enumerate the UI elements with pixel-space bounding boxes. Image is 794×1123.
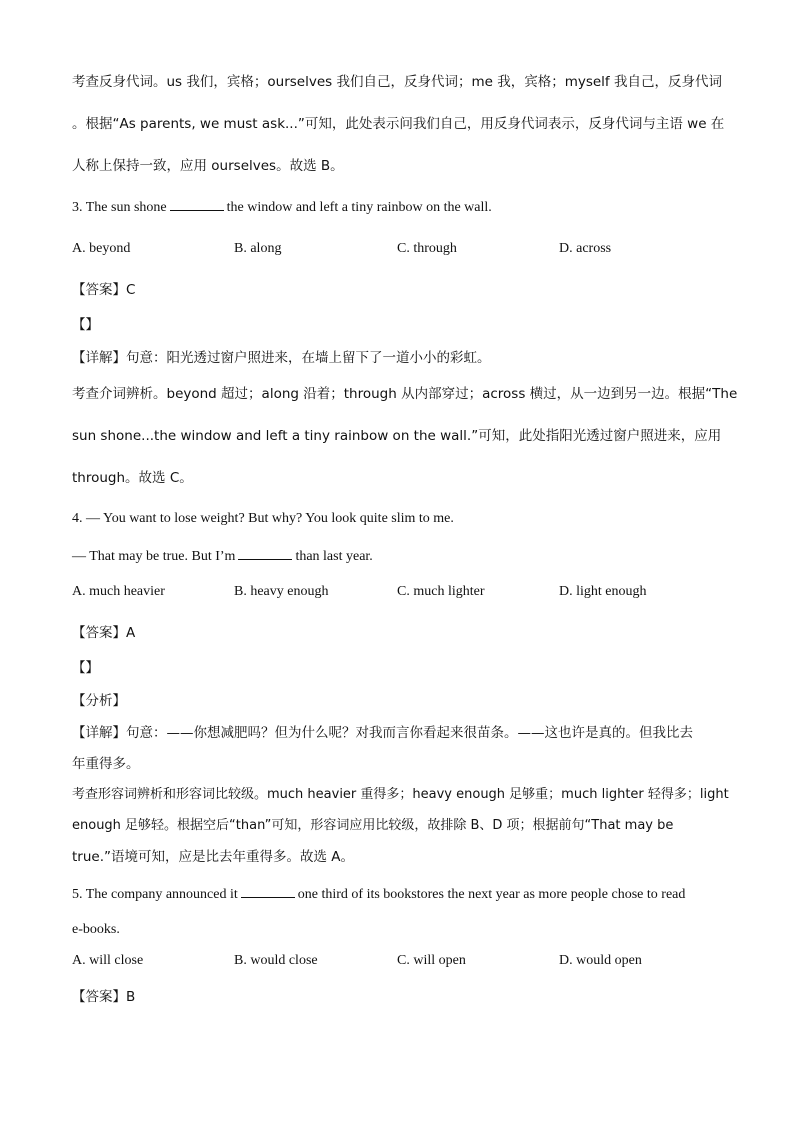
q4-explain-line-2: enough 足够轻。根据空后“than”可知，形容词应用比较级，故排除 B、D 项；根据前句“That may be — [72, 818, 674, 833]
q4-option-a: A. much heavier — [72, 584, 165, 599]
q4-option-b: B. heavy enough — [234, 584, 329, 599]
q3-option-c: C. through — [397, 241, 457, 256]
q4-analysis: 【分析】 — [72, 693, 126, 709]
q3-detail: 【详解】句意：阳光透过窗户照进来，在墙上留下了一道小小的彩虹。 — [72, 350, 491, 366]
q3-option-b: B. along — [234, 241, 282, 256]
q5-option-d: D. would open — [559, 953, 642, 968]
q3-stem-end: the window and left a tiny rainbow on the wall. — [226, 200, 492, 215]
q5-stem-line-2: e-books. — [72, 922, 120, 937]
q5-stem-end: one third of its bookstores the next year as more people chose to read — [297, 887, 686, 902]
q5-stem-start: 5. The company announced it — [72, 887, 238, 902]
q3-explain-line-2: sun shone...the window and left a tiny rainbow on the wall.”可知，此处指阳光透过窗户照进来，应用 — [72, 428, 722, 444]
q2-explain-line-2: 。根据“As parents, we must ask...”可知，此处表示问我们自己，用反身代词表示，反身代词与主语 we 在 — [72, 116, 725, 132]
q2-explain-line-3: 人称上保持一致，应用 ourselves。故选 B。 — [72, 158, 344, 174]
q4-detail-line-1: 【详解】句意：——你想减肥吗？但为什么呢？对我而言你看起来很苗条。——这也许是真的。但我比去 — [72, 725, 693, 741]
q4-detail-line-2: 年重得多。 — [72, 756, 140, 772]
q3-stem — [72, 198, 492, 217]
q5-option-b: B. would close — [234, 953, 318, 968]
q4-answer: 【答案】A — [72, 625, 136, 641]
q4-blank — [238, 547, 292, 560]
q5-blank — [241, 885, 295, 898]
q5-option-a: A. will close — [72, 953, 144, 968]
q4-stem-line-2 — [72, 547, 373, 566]
q5-stem-line-1 — [72, 885, 685, 904]
q2-explain-line-1: 考查反身代词。us 我们，宾格；ourselves 我们自己，反身代词；me 我，宾格；myself 我自己，反身代词 — [72, 74, 722, 90]
q3-option-a: A. beyond — [72, 241, 131, 256]
q4-stem-end: than last year. — [295, 549, 373, 564]
q3-explain-line-3: through。故选 C。 — [72, 470, 193, 486]
q5-option-c: C. will open — [397, 953, 466, 968]
q3-explain-line-1: 考查介词辨析。beyond 超过；along 沿着；through 从内部穿过；across 横过，从一边到另一边。根据“The — [72, 386, 738, 402]
q3-empty-bracket: 【】 — [72, 317, 99, 333]
q3-stem-start: 3. The sun shone — [72, 200, 167, 215]
q3-option-d: D. across — [559, 241, 612, 256]
q4-stem-line-1: 4. — You want to lose weight? But why? You look quite slim to me. — [72, 511, 454, 526]
q3-blank — [170, 198, 224, 211]
q4-option-c: C. much lighter — [397, 584, 485, 599]
q4-explain-line-3: true.”语境可知，应是比去年重得多。故选 A。 — [72, 849, 355, 865]
q4-explain-line-1: 考查形容词辨析和形容词比较级。much heavier 重得多；heavy enough 足够重；much lighter 轻得多；light — [72, 787, 729, 802]
q5-answer: 【答案】B — [72, 989, 136, 1005]
q4-option-d: D. light enough — [559, 584, 647, 599]
q4-empty-bracket: 【】 — [72, 660, 99, 676]
q4-stem-start: — That may be true. But I’m — [72, 549, 236, 564]
q3-answer: 【答案】C — [72, 282, 136, 298]
